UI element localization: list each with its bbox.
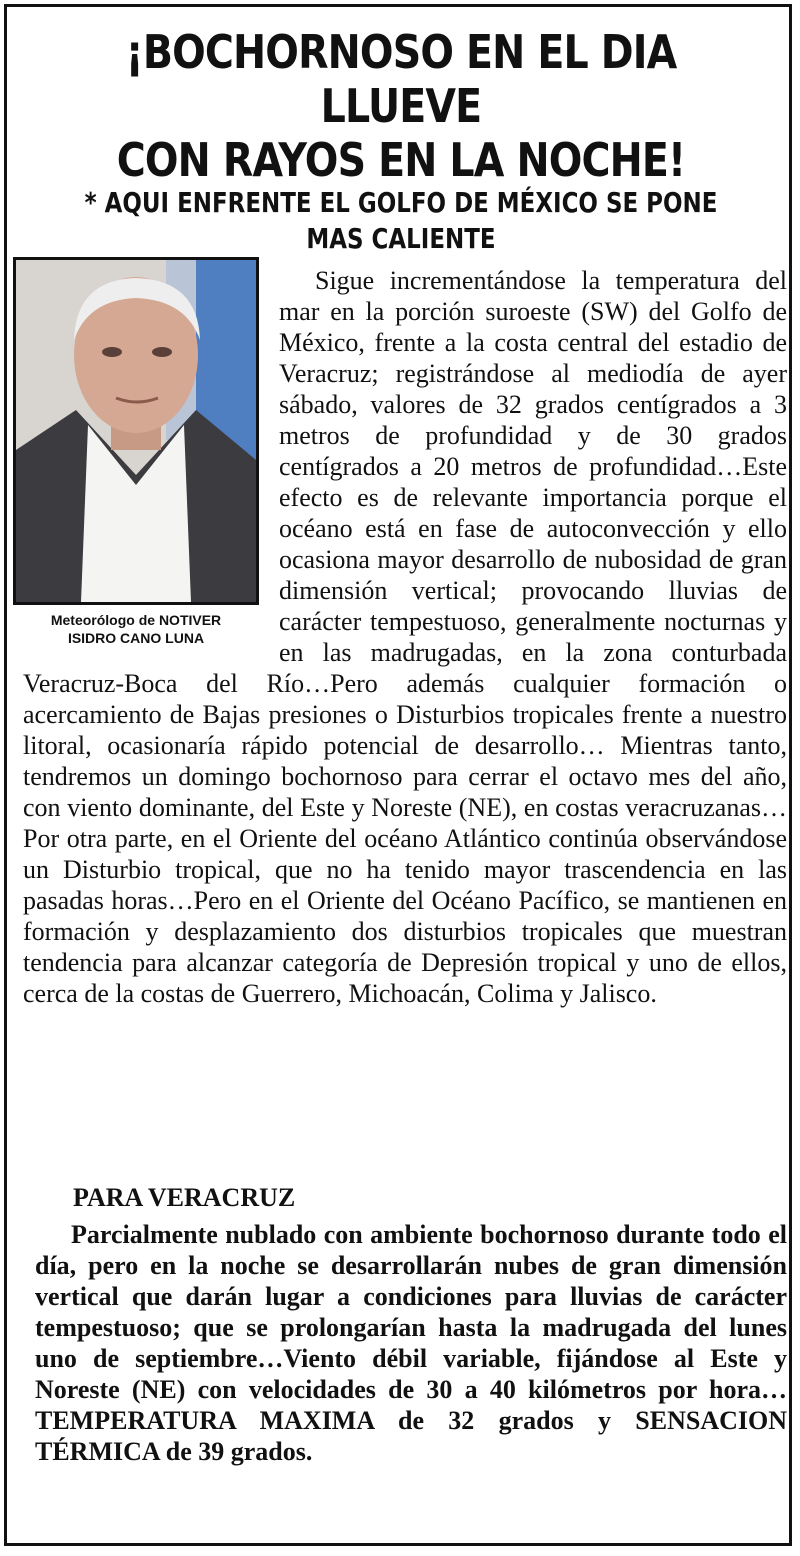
photo-spacer <box>23 265 279 665</box>
caption-line-1: Meteorólogo de NOTIVER <box>50 612 222 628</box>
article-body-text: Sigue incrementándose la temperatura del mar en la porción suroeste (SW) del Golfo de México, frente a la costa central del estadio de Veracruz; registrándose al mediodía de ayer sábado, valores de 32 grados centígrados a 3 metros de profundidad y de 30 grados centígrados a 20 metros de profundidad…Este efecto es de relevante importancia porque el océano está en fase de autoconvección y ello ocasiona mayor desarrollo de nubosidad de gran dimensión vertical; provocando lluvias de carácter tempestuoso, generalmente nocturnas y en las madrugadas, en la zona conturbada Veracruz-Boca del Río…Pero además cualquier formación o acercamiento de Bajas presiones o Disturbios tropicales frente a nuestro litoral, ocasionaría rápido potencial de desarrollo… Mientras tanto, tendremos un domingo bochornoso para cerrar el octavo mes del año, con viento dominante, del Este y Noreste (NE), en costas veracruzanas…Por otra parte, en el Oriente del océano Atlántico continúa observándose un Disturbio tropical, que no ha tenido mayor trascendencia en las pasadas horas…Pero en el Oriente del Océano Pacífico, se mantienen en formación y desplazamiento dos disturbios tropicales que muestran tendencia para alcanzar categoría de Depresión tropical y uno de ellos, cerca de la costas de Guerrero, Michoacán, Colima y Jalisco. <box>23 266 787 1008</box>
caption-line-2: ISIDRO CANO LUNA <box>67 630 205 646</box>
subheadline: * AQUI ENFRENTE EL GOLFO DE MÉXICO SE PONE MAS CALIENTE <box>84 186 718 255</box>
headline <box>62 25 740 187</box>
headline-line-1: ¡BOCHORNOSO EN EL DIA LLUEVE <box>125 25 677 133</box>
forecast-text <box>35 1219 787 1467</box>
forecast-text-body: Parcialmente nublado con ambiente bochornoso durante todo el día, pero en la noche se desarrollarán nubes de gran dimensión vertical que darán lugar a condiciones para lluvias de carácter tempestuoso; que se prolongarían hasta la madrugada del lunes uno de septiembre…Viento débil variable, fijándose al Este y Noreste (NE) con velocidades de 30 a 40 kilómetros por hora…TEMPERATURA MAXIMA de 32 grados y SENSACION TÉRMICA de 39 grados. <box>35 1220 787 1466</box>
article-frame <box>4 4 792 1546</box>
headline-line-2: CON RAYOS EN LA NOCHE! <box>116 133 686 187</box>
article-body <box>23 265 787 1009</box>
forecast-title: PARA VERACRUZ <box>73 1183 296 1212</box>
